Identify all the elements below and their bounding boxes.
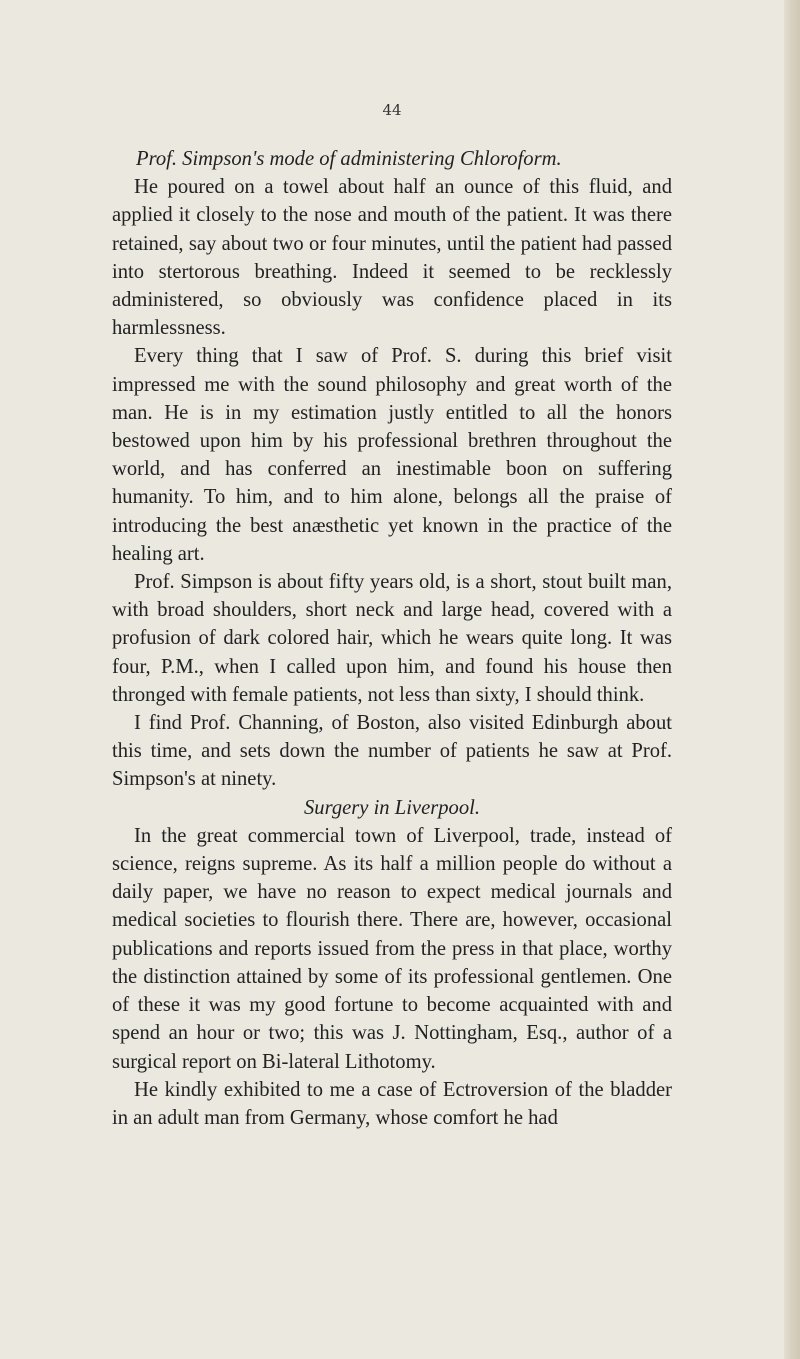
page-number: 44 xyxy=(382,101,402,119)
section-heading-chloroform: Prof. Simpson's mode of administering Chloroform. xyxy=(136,148,562,170)
page-body xyxy=(112,145,672,1132)
paragraph: In the great commercial town of Liverpool, trade, instead of science, reigns supreme. As its half a million people do without a daily paper, we have no reason to expect medical journals and medical societies to flourish there. There are, however, occasional publications and reports issued from the press in that place, worthy the distinction attained by some of its professional gentlemen. One of these it was my good fortune to become acquainted with and spend an hour or two; this was J. Nottingham, Esq., author of a surgical report on Bi-lateral Lithotomy. xyxy=(112,824,672,1073)
paragraph: Every thing that I saw of Prof. S. during this brief visit impressed me with the sound philosophy and great worth of the man. He is in my estimation justly entitled to all the honors bestowed upon him by his professional brethren throughout the world, and has conferred an inestimable boon on suffering humanity. To him, and to him alone, belongs all the praise of introducing the best anæsthetic yet known in the practice of the healing art. xyxy=(112,345,672,565)
paragraph: Prof. Simpson is about fifty years old, is a short, stout built man, with broad shoulders, short neck and large head, covered with a profusion of dark colored hair, which he wears quite long. It was four, P.M., when I called upon him, and found his house then thronged with female patients, not less than sixty, I should think. xyxy=(112,571,672,706)
page-edge xyxy=(784,0,800,1359)
section-heading-liverpool: Surgery in Liverpool. xyxy=(304,796,480,819)
paragraph: He kindly exhibited to me a case of Ectroversion of the bladder in an adult man from Germany, whose comfort he had xyxy=(112,1078,672,1129)
paragraph: I find Prof. Channing, of Boston, also visited Edinburgh about this time, and sets down the number of patients he saw at Prof. Simpson's at ninety. xyxy=(112,712,672,791)
paragraph: He poured on a towel about half an ounce of this fluid, and applied it closely to the nose and mouth of the patient. It was there retained, say about two or four minutes, until the patient had passed into stertorous breathing. Indeed it seemed to be recklessly administered, so obviously was confidence placed in its harmlessness. xyxy=(112,176,672,340)
